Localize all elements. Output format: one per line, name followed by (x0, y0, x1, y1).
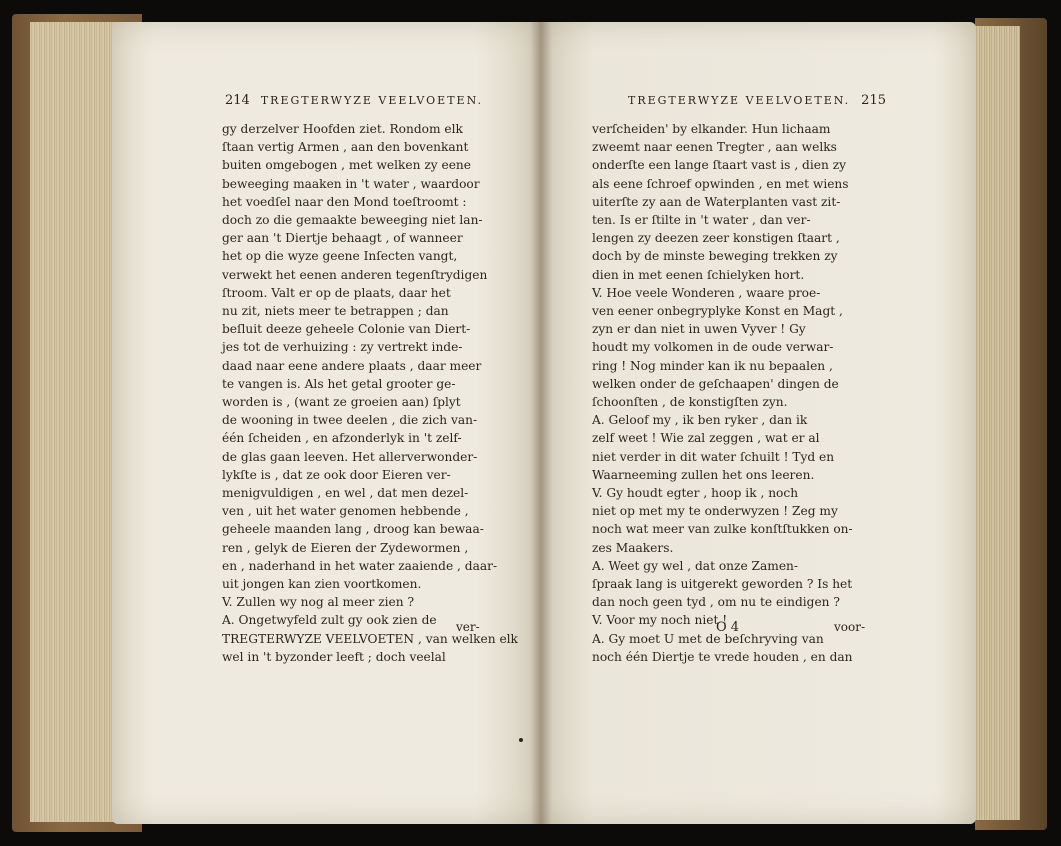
text-line: A. Ongetwyfeld zult gy ook zien de (222, 613, 437, 628)
text-line: V. Hoe veele Wonderen , waare proe- (592, 285, 821, 300)
text-line: niet verder in dit water ſchuilt ! Tyd en (592, 449, 835, 464)
left-catchword: ver- (456, 620, 480, 634)
text-line: dien in met eenen ſchielyken hort. (592, 267, 805, 282)
text-line: ger aan 't Diertje behaagt , of wanneer (222, 231, 463, 246)
left-running-head (225, 93, 483, 108)
ink-speck (519, 738, 523, 742)
text-line: houdt my volkomen in de oude verwar- (592, 340, 834, 355)
text-line: beſluit deeze geheele Colonie van Diert- (222, 322, 471, 337)
text-line: A. Weet gy wel , dat onze Zamen- (592, 558, 799, 573)
text-line: zweemt naar eenen Tregter , aan welks (592, 140, 837, 155)
text-line: Waarneeming zullen het ons leeren. (592, 467, 815, 482)
left-head-title: TREGTERWYZE VEELVOETEN. (260, 94, 483, 107)
text-line: ven eener onbegryplyke Konst en Magt , (592, 304, 843, 319)
text-line: verſcheiden' by elkander. Hun lichaam (592, 122, 831, 136)
text-line: dan noch geen tyd , om nu te eindigen ? (592, 595, 840, 610)
text-line: wel in 't byzonder leeft ; doch veelal (222, 649, 446, 664)
right-head-title: TREGTERWYZE VEELVOETEN. (628, 94, 851, 107)
text-line: buiten omgebogen , met welken zy eene (222, 158, 471, 173)
text-line: en , naderhand in het water zaaiende , daar- (222, 558, 498, 573)
text-line: onderſte een lange ſtaart vast is , dien zy (592, 158, 847, 173)
text-line: de glas gaan leeven. Het allerverwonder- (222, 449, 478, 464)
text-line: zyn er dan niet in uwen Vyver ! Gy (592, 322, 806, 337)
right-page-text (592, 120, 868, 666)
text-line: de wooning in twee deelen , die zich van- (222, 413, 478, 428)
text-line: ven , uit het water genomen hebbende , (222, 504, 469, 519)
text-line: ſtroom. Valt er op de plaats, daar het (222, 285, 451, 300)
text-line: ren , gelyk de Eieren der Zydewormen , (222, 540, 469, 555)
text-line: doch zo die gemaakte beweeging niet lan- (222, 213, 483, 228)
text-line: ſpraak lang is uitgerekt geworden ? Is het (592, 577, 853, 592)
text-line: uit jongen kan zien voortkomen. (222, 577, 422, 592)
text-line: noch wat meer van zulke konſtſtukken on- (592, 522, 853, 537)
text-line: zelf weet ! Wie zal zeggen , wat er al (592, 431, 820, 446)
text-line: nu zit, niets meer te betrappen ; dan (222, 304, 449, 319)
page-edges-left (30, 22, 125, 822)
text-line: V. Zullen wy nog al meer zien ? (222, 595, 415, 610)
text-line: doch by de minste beweging trekken zy (592, 249, 838, 264)
text-line: A. Geloof my , ik ben ryker , dan ik (592, 413, 808, 428)
text-line: ſtaan vertig Armen , aan den bovenkant (222, 140, 469, 155)
text-line: V. Voor my noch niet ! (592, 613, 728, 628)
text-line: welken onder de geſchaapen' dingen de (592, 376, 839, 391)
text-line: TREGTERWYZE VEELVOETEN , van welken elk (222, 631, 518, 646)
text-line: worden is , (want ze groeien aan) ſplyt (222, 395, 461, 410)
text-line: zes Maakers. (592, 540, 674, 555)
left-page-number: 214 (225, 93, 250, 108)
text-line: uiterſte zy aan de Waterplanten vast zit- (592, 194, 841, 209)
text-line: het op die wyze geene Inſecten vangt, (222, 249, 458, 264)
text-line: beweeging maaken in 't water , waardoor (222, 176, 480, 191)
text-line: ring ! Nog minder kan ik nu bepaalen , (592, 358, 833, 373)
text-line: het voedſel naar den Mond toeſtroomt : (222, 194, 467, 209)
right-page-number: 215 (861, 93, 886, 108)
text-line: V. Gy houdt egter , hoop ik , noch (592, 486, 799, 501)
gutter-shadow (530, 22, 552, 824)
left-page-text (222, 120, 518, 666)
text-line: verwekt het eenen anderen tegenſtrydigen (222, 267, 488, 282)
text-line: gy derzelver Hoofden ziet. Rondom elk (222, 122, 463, 136)
text-line: te vangen is. Als het getal grooter ge- (222, 376, 456, 391)
text-line: lengen zy deezen zeer konstigen ſtaart , (592, 231, 840, 246)
text-line: noch één Diertje te vrede houden , en dan (592, 649, 853, 664)
text-line: ſchoonſten , de konstigſten zyn. (592, 395, 788, 410)
text-line: één ſcheiden , en afzonderlyk in 't zelf- (222, 431, 462, 446)
text-line: geheele maanden lang , droog kan bewaa- (222, 522, 484, 537)
text-line: ten. Is er ſtilte in 't water , dan ver- (592, 213, 811, 228)
right-catchword: voor- (834, 620, 866, 634)
signature-mark: O 4 (716, 620, 740, 635)
text-line: jes tot de verhuizing : zy vertrekt inde- (222, 340, 463, 355)
text-line: A. Gy moet U met de beſchryving van (592, 631, 824, 646)
text-line: lykſte is , dat ze ook door Eieren ver- (222, 467, 451, 482)
right-running-head (628, 93, 886, 108)
page-edges-right (970, 26, 1020, 820)
text-line: niet op met my te onderwyzen ! Zeg my (592, 504, 838, 519)
text-line: menigvuldigen , en wel , dat men dezel- (222, 486, 469, 501)
text-line: als eene ſchroef opwinden , en met wiens (592, 176, 849, 191)
text-line: daad naar eene andere plaats , daar meer (222, 358, 482, 373)
